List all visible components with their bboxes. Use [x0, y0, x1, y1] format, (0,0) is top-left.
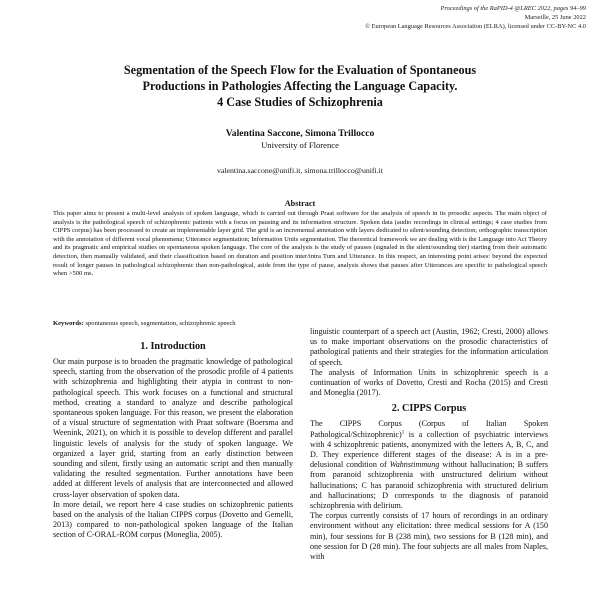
continuation-paragraph: linguistic counterpart of a speech act (Austin, 1962; Cresti, 2000) allows us to make important observations on the prosodic characteristics of pathological patients and their strategies for the information articulation of speech. [310, 327, 548, 367]
paper-affiliation: University of Florence [261, 140, 339, 150]
location-date-line: Marseille, 25 June 2022 [524, 14, 586, 21]
cipps-p1-a: is a collection of psychiatric interviews with 4 schizophrenic patients, anonymized with the letters A, B, C, and D. They experience different stages of the disease: A is in a pre-delusional condition of [310, 429, 548, 470]
title-line-1: Segmentation of the Speech Flow for the Evaluation of Spontaneous [123, 63, 477, 77]
proceedings-line: Proceedings of the RaPID-4 @LREC 2022, pages 94–99 [440, 5, 586, 12]
cipps-p1-b: without hallucination; B suffers from paranoid schizophrenia with unstructured delirium without hallucinations; C has paranoid schizophrenia with structured delirium and hallucinations; D corresponds to the diagnosis of paranoid schizophrenia with delirium. [310, 460, 548, 511]
paper-title [40, 62, 560, 110]
cipps-paragraph-1 [310, 419, 548, 511]
right-column [310, 327, 548, 562]
cipps-p1-lead: The CIPPS Corpus (Corpus of Italian Spoken Pathological/Schizophrenic) [310, 419, 548, 439]
introduction-paragraph-2: In more detail, we report here 4 case studies on schizophrenic patients based on the analysis of the Italian CIPPS corpus (Dovetto and Gemelli, 2013) compared to non-pathological spoken language of the Italian section of C-ORAL-ROM corpus (Moneglia, 2005). [53, 499, 293, 540]
introduction-paragraph-1: Our main purpose is to broaden the pragmatic knowledge of pathological speech, starting from the observation of the prosodic profile of 4 patients with schizophrenia and highlighting their atypia in contrast to non-pathological speech. This work focuses on a functional and structural method, creating a standard to analyze and describe pathological spontaneous spoken language. For this reason, we present the elaboration of a visual structure of segmentation with Praat software (Boersma and Weenink, 2021), on which it is possible to develop different and parallel linguistic levels of analysis for the study of spoken language. We organized a layer grid, starting from an early distinction between sounding and silent, firstly using an automatic script and then manually validating the resulted segmentation. Further annotations have been added at different levels of analysis that are interconnected and allowed cross-layer observation of spoken data. [53, 357, 293, 499]
proceedings-header [226, 4, 586, 31]
paper-authors: Valentina Saccone, Simona Trillocco [225, 128, 375, 139]
license-line: © European Language Resources Association (ELRA), licensed under CC-BY-NC 4.0 [365, 23, 586, 30]
keywords-label: Keywords: [53, 320, 84, 327]
title-line-3: 4 Case Studies of Schizophrenia [217, 95, 383, 109]
left-column [53, 340, 293, 541]
cipps-paragraph-2: The corpus currently consists of 17 hours of recordings in an ordinary environment without any elicitation: three medical sessions for A (150 min), four sessions for B (238 min), two sessions for B (128 min), and one session for D (28 min). The four subjects are all males from Naples, with [310, 511, 548, 562]
cipps-heading: 2. CIPPS Corpus [391, 403, 467, 415]
cipps-p1-italic: Wahnstimmung [389, 460, 440, 470]
abstract-heading: Abstract [284, 199, 316, 208]
analysis-paragraph: The analysis of Information Units in schizophrenic speech is a continuation of works of Dovetto, Cresti and Rocha (2015) and Cresti and Moneglia (2017). [310, 367, 548, 398]
abstract-text: This paper aims to present a multi-level analysis of spoken language, which is carried out through Praat software for the analysis of speech in its prosodic aspects. The main object of analysis is the pathological speech of schizophrenic patients with a focus on pausing and its information structure. Spoken data (audio recordings in clinical settings; 4 case studies from CIPPS corpus) has been processed to create an implementable layer grid. The grid is an incremental annotation with layers dedicated to silent/sounding detection; orthographic transcription with the annotation of different vocal phenomena; Utterance segmentation; Information Units segmentation. The theoretical framework we are dealing with is the Language into Act Theory and its pragmatic and empirical studies on spontaneous spoken language. The core of the analysis is the study of pauses (signaled in the silent/sounding tier) starting from their automatic detection, then manually validated, and their classification based on duration and position inter/intra Turn and Utterance. In this respect, an interesting point arises: beyond the expected result of longer pauses in pathological schizophrenic than non-pathological, aside from the type of pause, analysis shows that pauses after Utterances are specific to pathological speech when >500 ms. [53, 210, 547, 278]
keywords-line [53, 320, 313, 329]
footnote-marker: 1 [401, 429, 405, 435]
author-emails: valentina.saccone@unifi.it, simona.trillocco@unifi.it [217, 166, 383, 175]
introduction-heading: 1. Introduction [140, 341, 206, 352]
title-line-2: Productions in Pathologies Affecting the Language Capacity. [142, 79, 458, 93]
keywords-text: spontaneous speech, segmentation, schizophrenic speech [85, 320, 236, 327]
